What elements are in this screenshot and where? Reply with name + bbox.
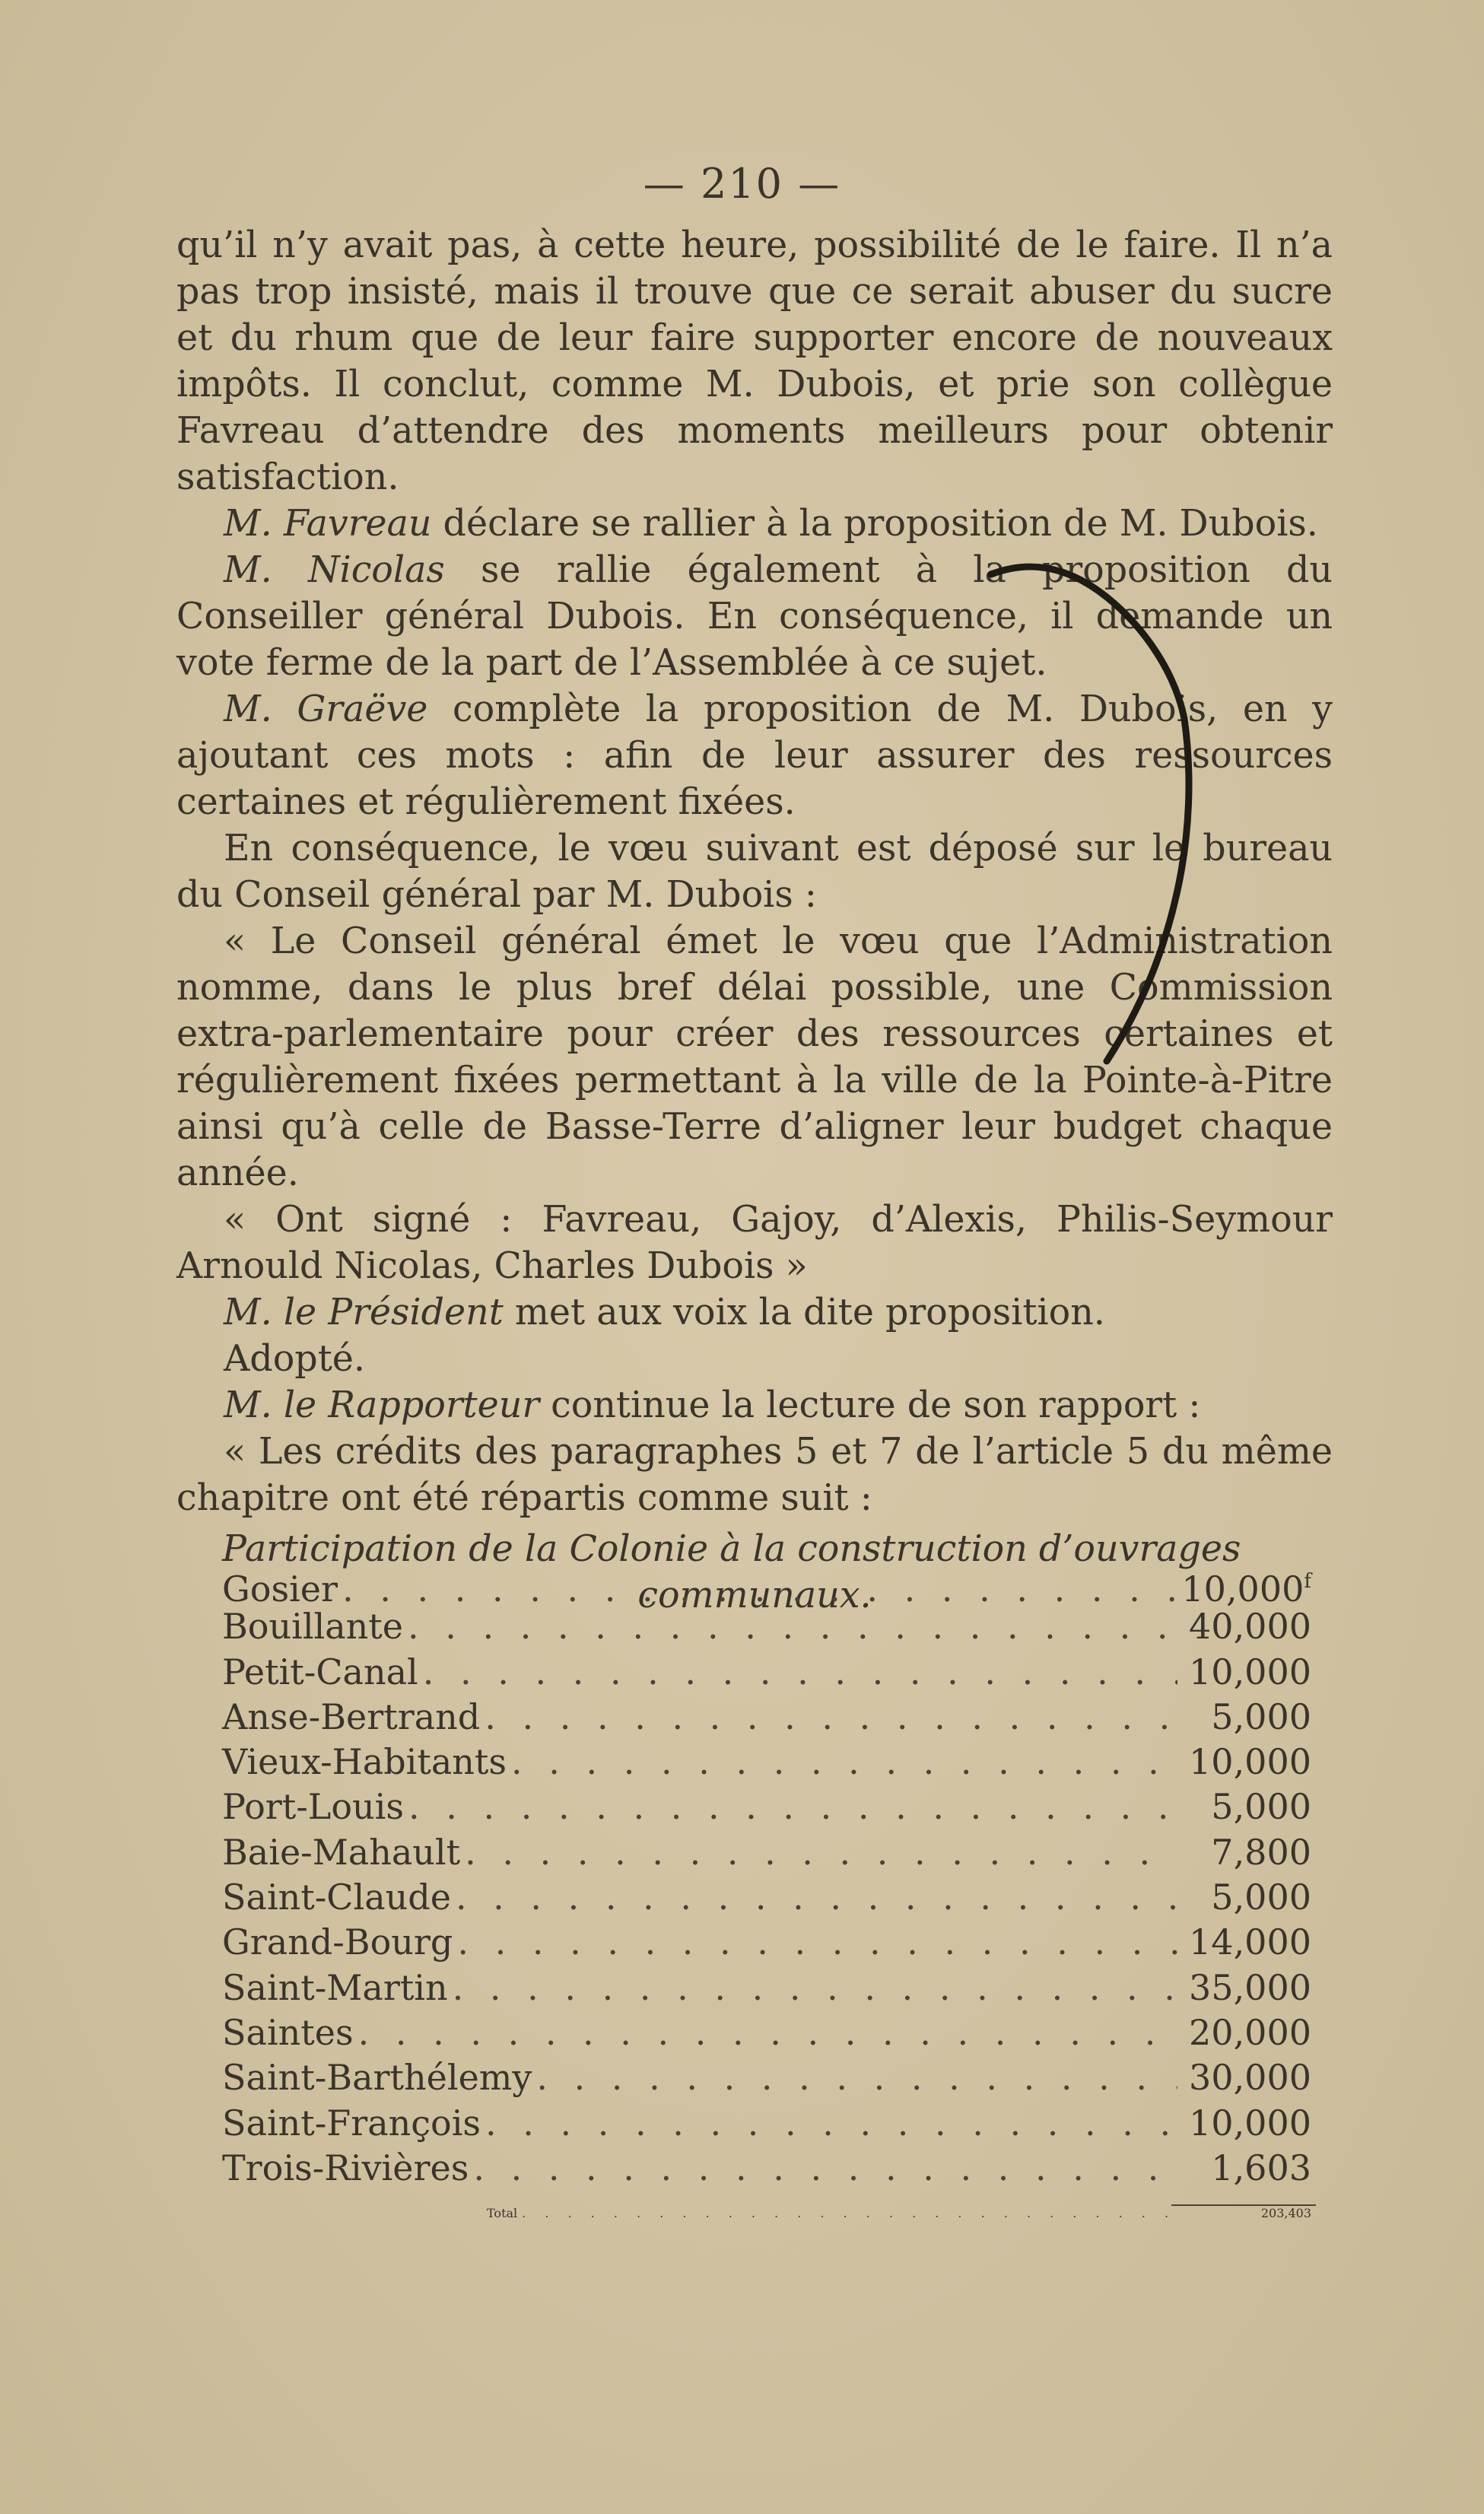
commune-name: Saint-Barthélemy xyxy=(222,2057,532,2099)
table-row xyxy=(222,1695,1311,1740)
amount-value xyxy=(1182,1966,1311,2010)
amount-text: 5,000 xyxy=(1211,1877,1311,1918)
table-row xyxy=(222,1966,1311,2010)
dot-leader xyxy=(456,1875,1177,1920)
amount-value xyxy=(1182,1875,1311,1920)
amount-value xyxy=(1182,2101,1311,2146)
dot-leader xyxy=(485,2101,1177,2146)
speaker-name: M. Graëve xyxy=(224,688,428,730)
commune-name: Saint-François xyxy=(222,2102,481,2144)
total-row xyxy=(487,2206,1311,2251)
commune-name: Port-Louis xyxy=(222,1786,404,1828)
commune-name: Saintes xyxy=(222,2011,354,2053)
paragraph-text: déclare se rallier à la proposition de M. Dubois. xyxy=(431,503,1318,545)
amount-text: 30,000 xyxy=(1189,2057,1311,2099)
dot-leader xyxy=(408,1785,1177,1829)
commune-name: Grand-Bourg xyxy=(222,1921,453,1963)
currency-mark: f xyxy=(1304,1570,1311,1593)
commune-name: Saint-Martin xyxy=(222,1966,448,2008)
amount-value xyxy=(1182,1785,1311,1829)
paragraph xyxy=(176,1382,1333,1429)
paragraph xyxy=(176,686,1333,825)
dot-leader xyxy=(457,1920,1177,1965)
amount-text: 5,000 xyxy=(1211,1696,1311,1737)
table-row xyxy=(222,2055,1311,2100)
commune-name: Anse-Bertrand xyxy=(222,1696,481,1737)
paragraph xyxy=(176,1289,1333,1336)
paragraph: Adopté. xyxy=(224,1338,366,1380)
paragraph-text: se rallie également à la proposition du Conseiller général Dubois. En conséquence, il demande un vote ferme de la part de l’Assemblée à ce sujet. xyxy=(176,549,1333,684)
paragraph-text: continue la lecture de son rapport : xyxy=(539,1384,1201,1426)
paragraph: qu’il n’y avait pas, à cette heure, possibilité de le faire. Il n’a pas trop insisté, mais il trouve que ce serait abuser du sucre et du rhum que de leur faire supporter encore de nouveaux impôts. Il conclut, comme M. Dubois, et prie son collègue Favreau d’attendre des moments meilleurs pour obtenir satisfaction. xyxy=(176,224,1333,498)
dot-leader xyxy=(408,1604,1177,1649)
table-row xyxy=(222,1875,1311,1920)
dot-leader xyxy=(536,2055,1177,2100)
heading-line: communaux. xyxy=(637,1575,872,1616)
amount-text: 5,000 xyxy=(1211,1786,1311,1828)
amount-text: 14,000 xyxy=(1189,1921,1311,1963)
table-row xyxy=(222,1830,1311,1875)
amount-text: 40,000 xyxy=(1189,1606,1311,1648)
table-row xyxy=(222,2101,1311,2146)
dot-leader xyxy=(522,2206,1177,2220)
dot-leader xyxy=(485,1695,1177,1740)
total-amount: 203,403 xyxy=(1260,2206,1311,2220)
speaker-name: M. le Président xyxy=(224,1292,504,1333)
table-row xyxy=(222,1559,1311,1610)
amount-value xyxy=(1182,1830,1311,1875)
amount-value xyxy=(1182,1650,1311,1695)
amount-value xyxy=(1182,2010,1311,2055)
amount-text: 35,000 xyxy=(1189,1966,1311,2008)
amount-value xyxy=(1182,1740,1311,1785)
dot-leader xyxy=(358,2010,1177,2055)
dot-leader xyxy=(465,1830,1177,1875)
commune-name: Gosier xyxy=(222,1568,338,1610)
paragraph: « Les crédits des paragraphes 5 et 7 de l’article 5 du même chapitre ont été répartis comme suit : xyxy=(176,1431,1333,1519)
amount-value xyxy=(1182,2146,1311,2191)
paragraph xyxy=(176,547,1333,686)
paragraph: En conséquence, le vœu suivant est déposé sur le bureau du Conseil général par M. Dubois : xyxy=(176,828,1333,916)
amount-value xyxy=(1182,1695,1311,1740)
amount-value xyxy=(1182,1920,1311,1965)
commune-name: Saint-Claude xyxy=(222,1877,451,1918)
page-number: — 210 — xyxy=(643,160,841,208)
commune-name: Petit-Canal xyxy=(222,1651,418,1692)
dot-leader xyxy=(511,1740,1177,1785)
dot-leader xyxy=(453,1966,1177,2010)
table-row xyxy=(222,1604,1311,1649)
speaker-name: M. Nicolas xyxy=(224,549,445,591)
amount-text: 10,000 xyxy=(1189,1651,1311,1692)
paragraph-text: complète la proposition de M. Dubois, en y ajoutant ces mots : afin de leur assurer des ressources certaines et régulièrement fixées. xyxy=(176,688,1333,823)
amount-text: 20,000 xyxy=(1189,2011,1311,2053)
amount-text: 10,000 xyxy=(1189,2102,1311,2144)
paragraph xyxy=(176,501,1333,547)
table-row xyxy=(222,1785,1311,1829)
dot-leader xyxy=(423,1650,1177,1695)
heading-line: Participation de la Colonie à la construction d’ouvrages xyxy=(222,1528,1241,1570)
table-row xyxy=(222,1650,1311,1695)
dot-leader xyxy=(473,2146,1177,2191)
total-label: Total xyxy=(487,2206,518,2220)
commune-name: Baie-Mahault xyxy=(222,1831,461,1873)
amount-value xyxy=(1182,1604,1311,1649)
commune-name: Vieux-Habitants xyxy=(222,1741,507,1783)
body-text xyxy=(176,222,1333,1619)
amount-text: 10,000 xyxy=(1181,1568,1304,1610)
credits-table xyxy=(222,1559,1311,2191)
paragraph-text: met aux voix la dite proposition. xyxy=(503,1292,1105,1333)
paragraph: « Le Conseil général émet le vœu que l’Administration nomme, dans le plus bref délai possible, une Commission extra-parlementaire pour créer des ressources certaines et régulièrement fixées permettant à la ville de la Pointe-à-Pitre ainsi qu’à celle de Basse-Terre d’aligner leur budget chaque année. xyxy=(176,920,1333,1194)
table-row xyxy=(222,1740,1311,1785)
table-row xyxy=(222,2146,1311,2191)
commune-name: Bouillante xyxy=(222,1606,404,1648)
table-row xyxy=(222,2010,1311,2055)
amount-value xyxy=(1182,2055,1311,2100)
paragraph: « Ont signé : Favreau, Gajoy, d’Alexis, Philis-Seymour Arnould Nicolas, Charles Dubois » xyxy=(176,1199,1333,1287)
amount-text: 7,800 xyxy=(1211,1831,1311,1873)
table-row xyxy=(222,1920,1311,1965)
amount-text: 10,000 xyxy=(1189,1741,1311,1783)
speaker-name: M. Favreau xyxy=(224,503,432,545)
speaker-name: M. le Rapporteur xyxy=(224,1384,540,1426)
amount-text: 1,603 xyxy=(1211,2147,1311,2188)
commune-name: Trois-Rivières xyxy=(222,2147,469,2188)
